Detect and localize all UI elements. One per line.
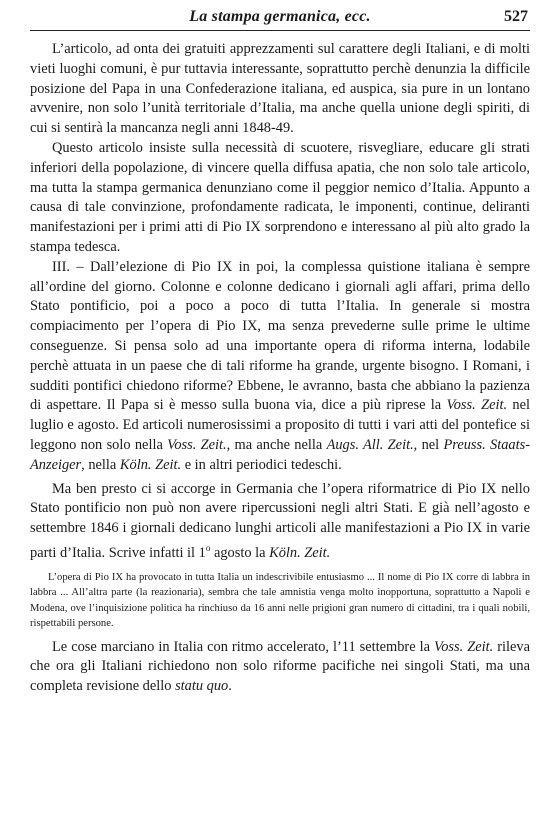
paragraph-3-text-f: e in altri periodici tedeschi.	[181, 456, 342, 473]
paragraph-4	[30, 480, 530, 564]
citation-voss-zeit: Voss. Zeit.	[446, 397, 508, 414]
paragraph-5-text-a: Le cose marciano in Italia con ritmo accelerato, l’11 settembre la	[52, 638, 435, 655]
citation-augs-all-zeit: Augs. All. Zeit.	[326, 436, 414, 453]
paragraph-3-text-b: nel luglio e agosto. Ed articoli numerosissimi a proposito di tutti i vari atti del pontefice si leggono non solo nella	[30, 397, 530, 453]
citation-voss-zeit: Voss. Zeit.	[434, 638, 494, 655]
paragraph-2: Questo articolo insiste sulla necessità di scuotere, risvegliare, educare gli strati inferiori della popolazione, di vincere quella diffusa apatia, che non solo tale articolo, ma tutta la stampa germanica denunziano come il peggior nemico d’Italia. Appunto a causa di tale convinzione, profondamente radicata, le imponenti, continue, deliranti manifestazioni per i primi atti di Pio IX sorprendono e interessano al più alto grado la stampa tedesca.	[30, 139, 530, 255]
ordinal-superscript: o	[205, 542, 211, 553]
running-title: La stampa germanica, ecc.	[189, 8, 371, 25]
citation-koln-zeit: Köln. Zeit.	[269, 544, 331, 561]
paragraph-4-text-b: agosto la	[210, 544, 270, 561]
paragraph-3-text-c: , ma anche nella	[226, 436, 327, 453]
paragraph-3-text-e: , nella	[81, 456, 120, 473]
block-quote-text: L’opera di Pio IX ha provocato in tutta Italia un indescrivibile entusiasmo ... Il nome di Pio IX corre di labbra in labbra ... All’altra parte (la reazionaria), sembra che tale amnistia venga molto inopportuna, soprattutto a Napoli e Modena, ove l’inquisizione politica ha rinchiuso da 16 anni nelle prigioni gran numero di cittadini, tra i quali nobili, rispettabili persone.	[30, 571, 530, 630]
page-number: 527	[504, 8, 528, 25]
paragraph-4-text-a: Ma ben presto ci si accorge in Germania che l’opera riformatrice di Pio IX nello Stato pontificio non può non avere ripercussioni negli altri Stati. E già nell’agosto e settembre 1846 i giornali dedicano lunghi articoli alle manifestazioni a Pio IX in varie parti d’Italia. Scrive infatti il 1	[30, 480, 530, 561]
paragraph-3-text-a: III. – Dall’elezione di Pio IX in poi, la complessa quistione italiana è sempre all’ordine del giorno. Colonne e colonne dedicano i giornali agli affari, prima dello Stato pontificio, poi a poco a poco di tutta l’Italia. In generale si mostra compiacimento per l’opera di Pio IX, ma senza prevederne sulle prime le ultime conseguenze. Si pensa solo ad una importante opera di riforma interna, lodabile perchè attuata in un paese che di tali riforme ha grande, urgente bisogno. I Romani, i sudditi pontifici chiedono riforme? Ebbene, le avranno, basta che abbiano la pazienza di aspettare. Il Papa si è messo sulla buona via, dice a più riprese la	[30, 258, 530, 414]
citation-preuss-staats-anzeiger: Preuss. Staats-Anzeiger	[30, 436, 530, 473]
page-header	[30, 6, 530, 31]
paragraph-5	[30, 638, 530, 697]
paragraph-5-text-b: rileva che ora gli Italiani richiedono non solo riforme pacifiche nei singoli Stati, ma una completa revisione dello	[30, 638, 530, 695]
paragraph-3	[30, 258, 530, 476]
citation-voss-zeit: Voss. Zeit.	[167, 436, 227, 453]
block-quote	[30, 570, 530, 632]
paragraph-5-text-c: .	[228, 678, 232, 695]
term-statu-quo: statu quo	[175, 678, 229, 695]
body-text	[30, 40, 530, 697]
citation-koln-zeit: Köln. Zeit.	[119, 456, 182, 473]
paragraph-1: L’articolo, ad onta dei gratuiti apprezzamenti sul carattere degli Italiani, e di molti vieti luoghi comuni, è pur tuttavia interessante, soprattutto perchè denunzia la difficile posizione del Papa in una Confederazione italiana, ed auspica, sia pure in un lontano avvenire, non solo l’unità territoriale d’Italia, ma anche quella unione degli spiriti, di cui si sentirà la mancanza negli anni 1848-49.	[30, 41, 530, 137]
paragraph-3-text-d: , nel	[413, 436, 444, 453]
